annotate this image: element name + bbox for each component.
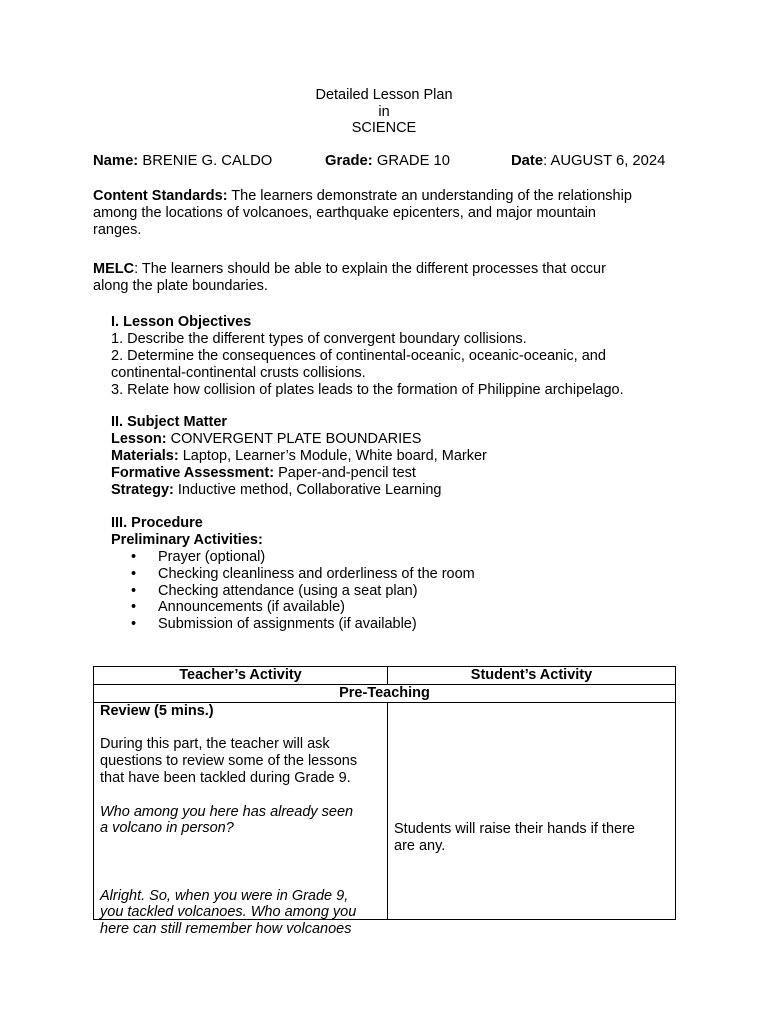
teacher-activity-header: Teacher’s Activity [94,667,388,685]
melc-label: MELC [93,261,135,277]
title-line-1: Detailed Lesson Plan [315,87,453,103]
document-title [0,87,768,137]
name-value: BRENIE G. CALDO [142,153,273,169]
melc [93,261,683,295]
list-item-text: Submission of assignments (if available) [158,616,417,633]
info-row [93,153,693,171]
teacher-question: a volcano in person? [100,820,234,837]
bullet-icon: • [131,565,137,582]
list-item-text: Prayer (optional) [158,549,266,565]
grade-label: Grade: [325,153,373,169]
assessment-value: Paper-and-pencil test [274,465,416,481]
teacher-question: here can still remember how volcanoes [100,921,352,938]
assessment-label: Formative Assessment: [111,465,275,481]
list-item [111,616,681,633]
table-row [94,702,676,919]
lesson-objectives [111,314,681,331]
subject-matter-heading: II. Subject Matter [111,414,228,430]
title-line-3: SCIENCE [351,120,417,136]
objective-2-line-1: 2. Determine the consequences of continental-oceanic, oceanic-oceanic, and [111,348,606,364]
teacher-question: Who among you here has already seen [100,803,354,820]
bullet-icon: • [131,616,137,633]
grade-value: GRADE 10 [376,153,451,169]
procedure-heading: III. Procedure [111,515,203,531]
date-value: : AUGUST 6, 2024 [543,153,666,169]
objectives-list [111,331,681,399]
review-heading: Review (5 mins.) [100,702,214,719]
lesson-label: Lesson: [111,431,167,447]
materials-value: Laptop, Learner’s Module, White board, Marker [178,448,487,464]
date-label: Date [511,153,544,169]
name-label: Name: [93,153,139,169]
activity-table [93,666,676,938]
content-standards [93,188,683,239]
table-header-row [94,667,676,685]
student-response: are any. [394,837,446,854]
lesson-value: CONVERGENT PLATE BOUNDARIES [166,431,422,447]
list-item-text: Checking attendance (using a seat plan) [158,582,418,599]
list-item-text: Checking cleanliness and orderliness of the room [158,565,475,582]
list-item [111,583,681,600]
procedure [111,515,681,633]
list-item [111,599,681,616]
table-section-row [94,685,676,703]
bullet-icon: • [131,582,137,599]
student-response: Students will raise their hands if there [394,820,635,837]
bullet-icon: • [131,549,137,565]
preliminary-heading: Preliminary Activities: [111,532,263,548]
content-standards-text-1: The learners demonstrate an understanding of the relationship [227,188,632,204]
melc-text-2: along the plate boundaries. [93,278,268,294]
teacher-activity-cell [94,702,388,938]
teacher-question: you tackled volcanoes. Who among you [100,904,357,921]
student-activity-cell [388,702,676,919]
strategy-value: Inductive method, Collaborative Learning [173,482,442,498]
subject-matter [111,414,681,499]
objectives-heading: I. Lesson Objectives [111,314,252,330]
objective-3: 3. Relate how collision of plates leads to the formation of Philippine archipelago. [111,382,624,398]
objective-1: 1. Describe the different types of convergent boundary collisions. [111,331,527,347]
teacher-text: questions to review some of the lessons [100,753,358,770]
content-standards-text-3: ranges. [93,222,142,238]
content-standards-label: Content Standards: [93,188,228,204]
materials-label: Materials: [111,448,179,464]
teacher-question: Alright. So, when you were in Grade 9, [100,887,349,904]
list-item [111,566,681,583]
teacher-text: During this part, the teacher will ask [100,736,330,753]
list-item-text: Announcements (if available) [158,599,345,616]
preliminary-list [111,549,681,633]
bullet-icon: • [131,599,137,616]
name-field [93,153,272,170]
date-field [511,153,665,170]
title-line-2: in [378,103,390,120]
objective-2-line-2: continental-continental crusts collisions. [111,365,366,381]
strategy-label: Strategy: [111,482,174,498]
pre-teaching-section: Pre-Teaching [94,685,676,703]
grade-field [325,153,450,170]
content-standards-text-2: among the locations of volcanoes, earthquake epicenters, and major mountain [93,205,596,221]
teacher-text: that have been tackled during Grade 9. [100,769,351,786]
student-activity-header: Student’s Activity [388,667,676,685]
melc-text-1: : The learners should be able to explain the different processes that occur [134,261,606,277]
list-item [111,549,681,566]
